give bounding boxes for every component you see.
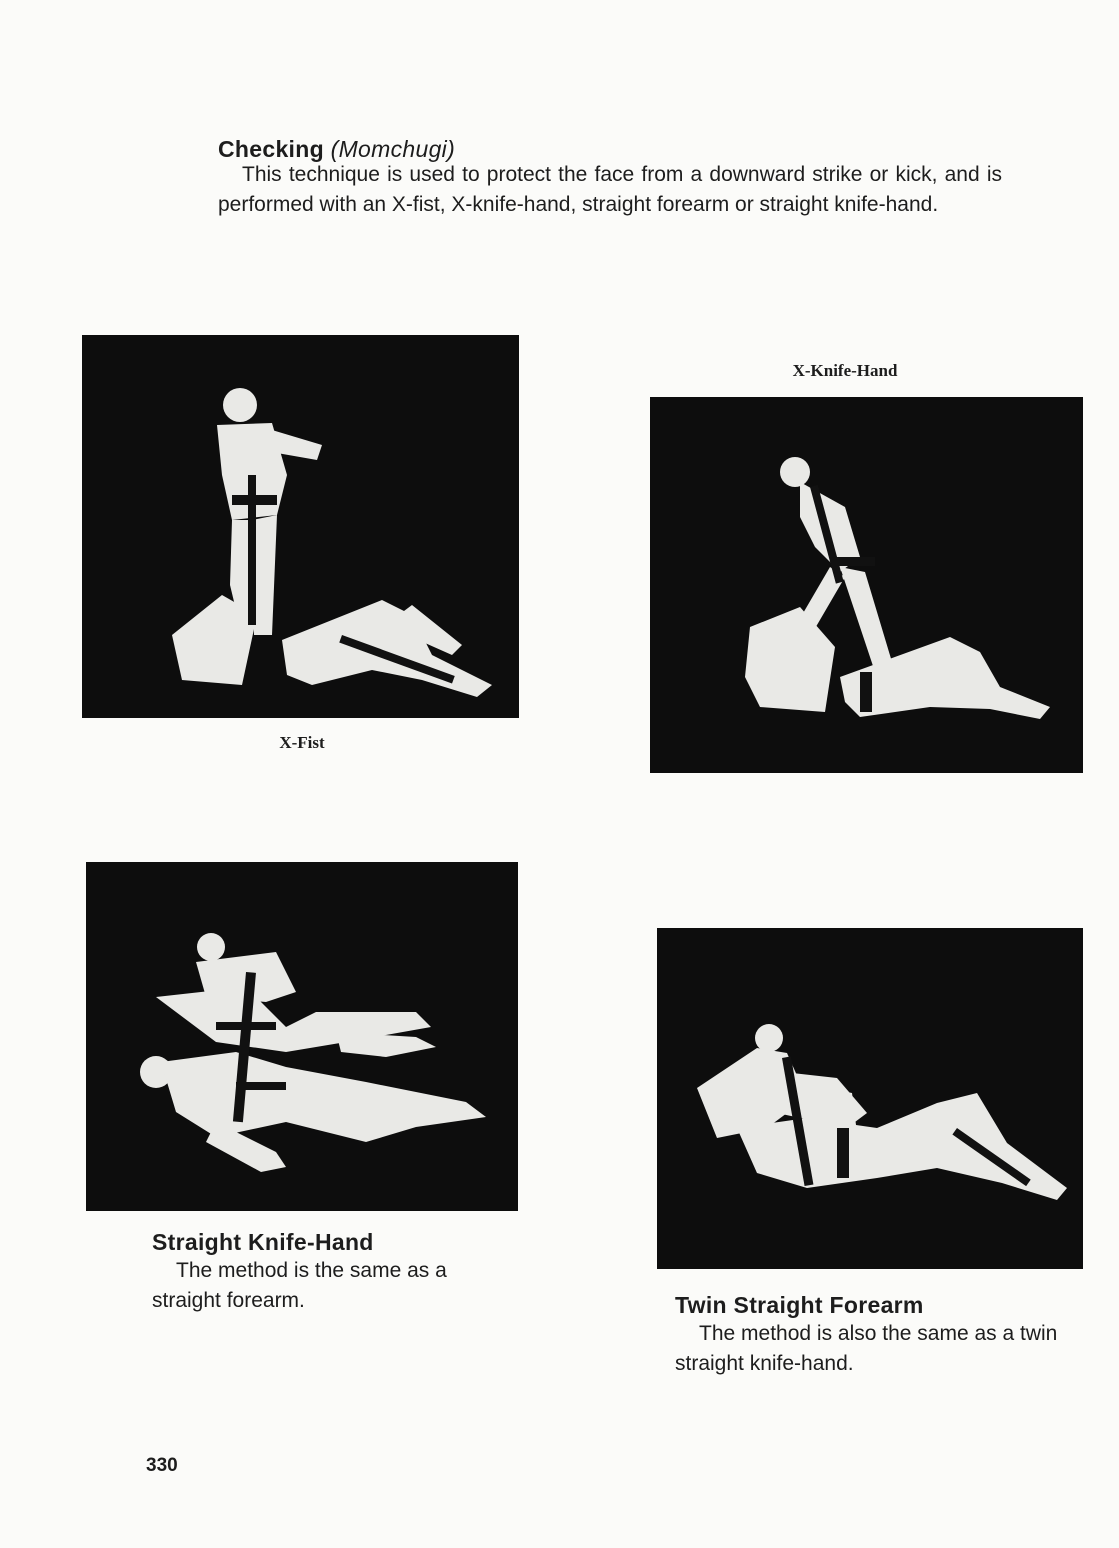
caption-x-fist: X-Fist <box>279 733 325 752</box>
section-alt-title: (Momchugi) <box>330 136 456 162</box>
text-straight-knife-hand: The method is the same as a straight forearm. <box>152 1259 447 1312</box>
text-twin-straight-forearm: The method is also the same as a twin straight knife-hand. <box>675 1322 1058 1375</box>
photo-twin-straight-forearm <box>657 928 1083 1269</box>
section-title-text: Checking <box>218 136 324 162</box>
photo-twin-straight-forearm-illustration <box>657 928 1083 1269</box>
photo-straight-knife-hand-illustration <box>86 862 518 1211</box>
photo-x-fist <box>82 335 519 718</box>
title-twin-straight-forearm: Twin Straight Forearm <box>675 1292 924 1318</box>
page-number: 330 <box>146 1455 178 1476</box>
section-intro: This technique is used to protect the face from a downward strike or kick, and is performed with an X-fist, X-knife-hand, straight forearm or straight knife-hand. <box>218 163 1002 216</box>
photo-x-knife-hand <box>650 397 1083 773</box>
section-title <box>218 136 455 163</box>
title-straight-knife-hand: Straight Knife-Hand <box>152 1229 374 1255</box>
photo-straight-knife-hand <box>86 862 518 1211</box>
photo-x-knife-hand-illustration <box>650 397 1083 773</box>
photo-x-fist-illustration <box>82 335 519 718</box>
caption-x-knife-hand: X-Knife-Hand <box>792 361 898 380</box>
